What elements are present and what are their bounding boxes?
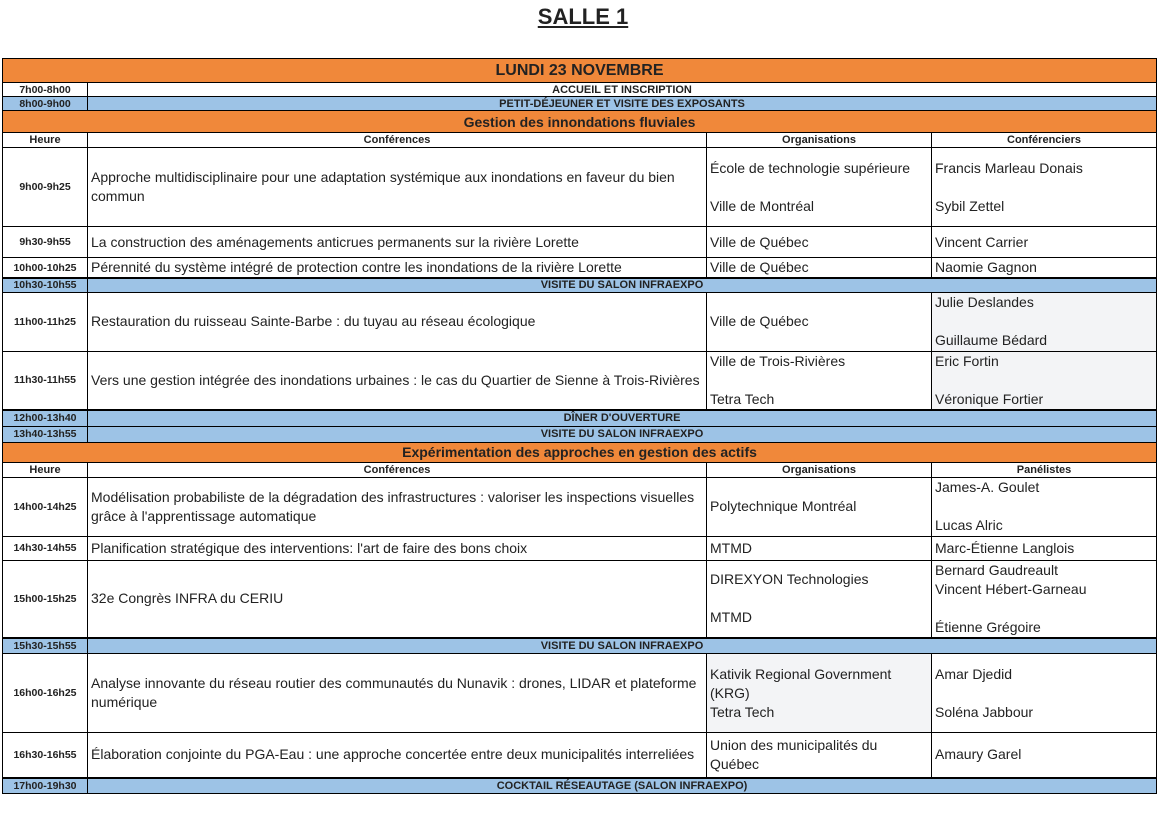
schedule-row <box>3 83 1157 97</box>
time-cell: 13h40-13h55 <box>3 426 88 442</box>
event-label: VISITE DU SALON INFRAEXPO <box>88 278 1157 292</box>
organisations-cell <box>707 654 932 733</box>
conference-title: Pérennité du système intégré de protection contre les inondations de la rivière Lorette <box>88 258 707 279</box>
organisation: Union des municipalités du Québec <box>707 733 932 778</box>
conference-title: Élaboration conjointe du PGA-Eau : une approche concertée entre deux municipalités interreliées <box>88 733 707 778</box>
header-conferences: Conférences <box>88 462 707 477</box>
speakers-cell <box>932 351 1157 410</box>
header-panelistes: Panélistes <box>932 462 1157 477</box>
organisation: École de technologie supérieure <box>710 159 911 176</box>
time-cell: 14h30-14h55 <box>3 536 88 560</box>
speaker: Marc-Étienne Langlois <box>932 536 1157 560</box>
event-label: ACCUEIL ET INSCRIPTION <box>88 83 1157 97</box>
session-row <box>3 560 1157 638</box>
organisation: Ville de Montréal <box>710 197 815 214</box>
header-heure: Heure <box>3 133 88 148</box>
time-cell: 16h00-16h25 <box>3 654 88 733</box>
conference-title: Modélisation probabiliste de la dégradation des infrastructures : valoriser les inspections visuelles grâce à l'apprentissage automatique <box>88 477 707 536</box>
conference-title: La construction des aménagements anticrues permanents sur la rivière Lorette <box>88 227 707 258</box>
day-row <box>3 59 1157 83</box>
page-title: SALLE 1 <box>537 4 629 29</box>
schedule-row <box>3 638 1157 654</box>
time-cell: 8h00-9h00 <box>3 97 88 111</box>
time-cell: 16h30-16h55 <box>3 733 88 778</box>
organisation: Polytechnique Montréal <box>707 477 932 536</box>
speaker: Vincent Hébert-Garneau <box>935 580 1087 597</box>
session-row <box>3 477 1157 536</box>
time-cell: 12h00-13h40 <box>3 410 88 426</box>
organisations-cell <box>707 560 932 638</box>
schedule-table <box>2 58 1157 794</box>
header-organisations: Organisations <box>707 462 932 477</box>
organisation: Ville de Québec <box>707 227 932 258</box>
event-label: DÎNER D'OUVERTURE <box>88 410 1157 426</box>
schedule-row <box>3 426 1157 442</box>
session-row <box>3 227 1157 258</box>
time-cell: 17h00-19h30 <box>3 778 88 794</box>
schedule-row <box>3 778 1157 794</box>
organisation: Tetra Tech <box>710 390 775 407</box>
time-cell: 11h30-11h55 <box>3 351 88 410</box>
speakers-cell <box>932 148 1157 227</box>
time-cell: 10h30-10h55 <box>3 278 88 292</box>
speaker: Soléna Jabbour <box>935 703 1034 720</box>
time-cell: 15h30-15h55 <box>3 638 88 654</box>
conference-title: Vers une gestion intégrée des inondations urbaines : le cas du Quartier de Sienne à Trois-Rivières <box>88 351 707 410</box>
session-row <box>3 292 1157 351</box>
speakers-cell <box>932 654 1157 733</box>
section-title: Gestion des innondations fluviales <box>3 111 1157 133</box>
speaker: Amaury Garel <box>932 733 1157 778</box>
session-row <box>3 536 1157 560</box>
session-row <box>3 654 1157 733</box>
day-title: LUNDI 23 NOVEMBRE <box>3 59 1157 83</box>
schedule-row <box>3 278 1157 292</box>
organisations-cell <box>707 148 932 227</box>
speakers-cell <box>932 292 1157 351</box>
speaker: Francis Marleau Donais <box>935 159 1083 176</box>
event-label: VISITE DU SALON INFRAEXPO <box>88 638 1157 654</box>
speaker: Sybil Zettel <box>935 197 1005 214</box>
organisation: Ville de Québec <box>707 292 932 351</box>
time-cell: 15h00-15h25 <box>3 560 88 638</box>
time-cell: 9h00-9h25 <box>3 148 88 227</box>
speaker: Guillaume Bédard <box>935 332 1048 348</box>
speaker: Bernard Gaudreault <box>935 561 1058 578</box>
header-heure: Heure <box>3 462 88 477</box>
time-cell: 14h00-14h25 <box>3 477 88 536</box>
speaker: Eric Fortin <box>935 352 999 369</box>
organisation: Ville de Trois-Rivières <box>710 352 846 369</box>
session-row <box>3 733 1157 778</box>
conference-title: Analyse innovante du réseau routier des communautés du Nunavik : drones, LIDAR et plateforme numérique <box>88 654 707 733</box>
event-label: VISITE DU SALON INFRAEXPO <box>88 426 1157 442</box>
organisation: Ville de Québec <box>707 258 932 279</box>
speaker: Vincent Carrier <box>932 227 1157 258</box>
session-row <box>3 148 1157 227</box>
session-row <box>3 258 1157 279</box>
time-cell: 10h00-10h25 <box>3 258 88 279</box>
speaker: Naomie Gagnon <box>932 258 1157 279</box>
time-cell: 7h00-8h00 <box>3 83 88 97</box>
speakers-cell <box>932 477 1157 536</box>
schedule-row <box>3 410 1157 426</box>
organisation: MTMD <box>710 609 752 625</box>
conference-title: Restauration du ruisseau Sainte-Barbe : du tuyau au réseau écologique <box>88 292 707 351</box>
header-organisations: Organisations <box>707 133 932 148</box>
header-conferenciers: Conférenciers <box>932 133 1157 148</box>
time-cell: 9h30-9h55 <box>3 227 88 258</box>
speaker: Julie Deslandes <box>935 294 1034 310</box>
organisation: Kativik Regional Government (KRG) <box>710 665 892 701</box>
header-conferences: Conférences <box>88 133 707 148</box>
speaker: James-A. Goulet <box>935 479 1040 495</box>
section-title: Expérimentation des approches en gestion des actifs <box>3 442 1157 462</box>
speakers-cell <box>932 560 1157 638</box>
section-row <box>3 111 1157 133</box>
speaker: Étienne Grégoire <box>935 618 1041 635</box>
header-row <box>3 133 1157 148</box>
speaker: Amar Djedid <box>935 665 1013 682</box>
speaker: Véronique Fortier <box>935 390 1044 407</box>
header-row <box>3 462 1157 477</box>
conference-title: Approche multidisciplinaire pour une adaptation systémique aux inondations en faveur du bien commun <box>88 148 707 227</box>
event-label: COCKTAIL RÉSEAUTAGE (SALON INFRAEXPO) <box>88 778 1157 794</box>
organisation: Tetra Tech <box>710 703 775 720</box>
organisations-cell <box>707 351 932 410</box>
time-cell: 11h00-11h25 <box>3 292 88 351</box>
event-label: PETIT-DÉJEUNER ET VISITE DES EXPOSANTS <box>88 97 1157 111</box>
section-row <box>3 442 1157 462</box>
conference-title: 32e Congrès INFRA du CERIU <box>88 560 707 638</box>
schedule-row <box>3 97 1157 111</box>
organisation: DIREXYON Technologies <box>710 571 869 587</box>
session-row <box>3 351 1157 410</box>
conference-title: Planification stratégique des interventions: l'art de faire des bons choix <box>88 536 707 560</box>
organisation: MTMD <box>707 536 932 560</box>
speaker: Lucas Alric <box>935 517 1003 533</box>
